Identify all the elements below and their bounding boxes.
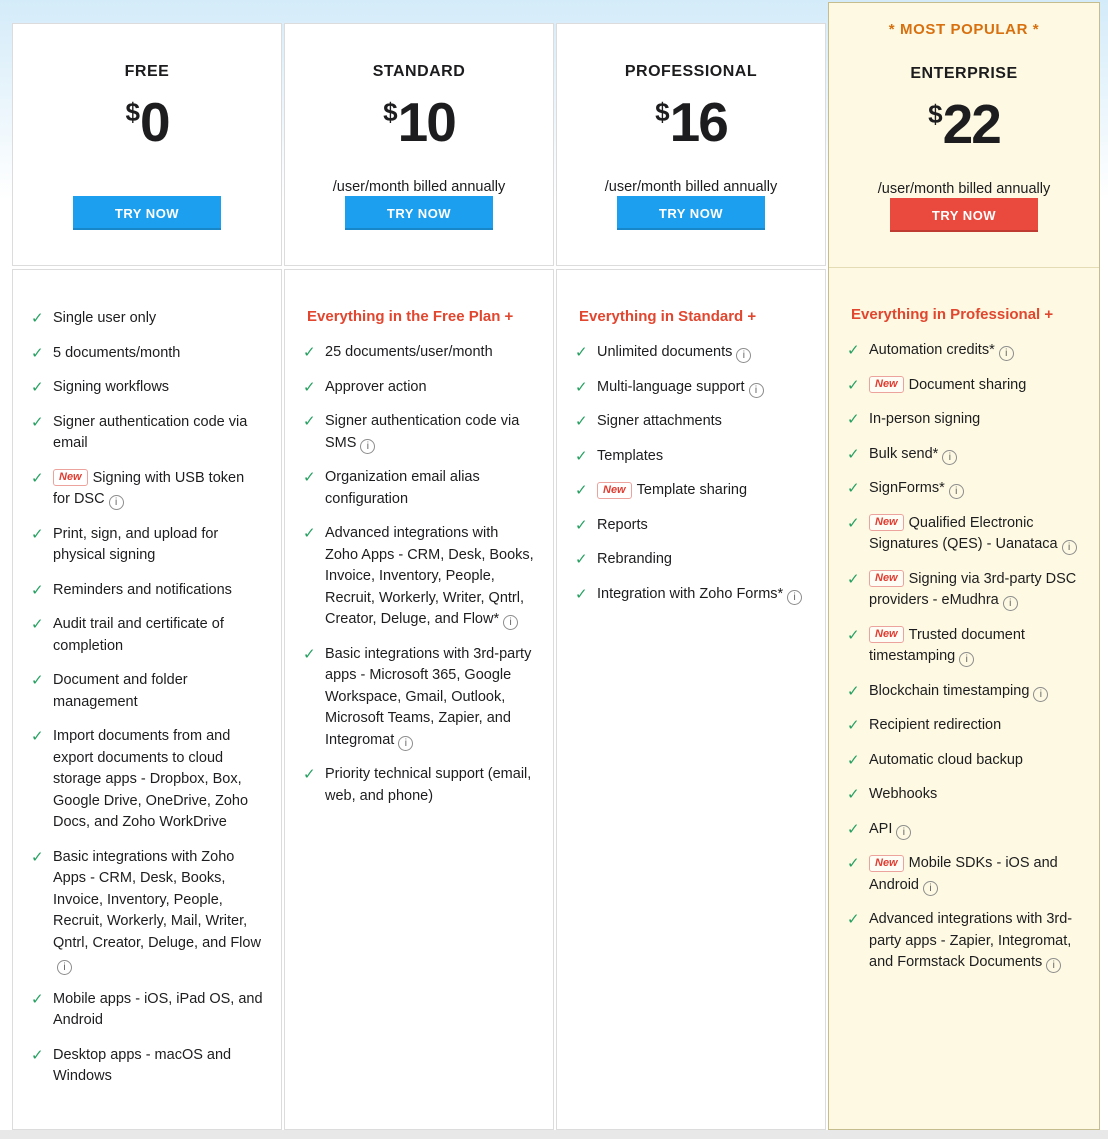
feature-item [845, 513, 1081, 556]
feature-label: Recipient redirection [869, 717, 1002, 733]
feature-item [845, 750, 1081, 772]
feature-body [53, 726, 263, 834]
feature-body [325, 467, 535, 510]
info-icon[interactable]: i [999, 346, 1014, 361]
info-icon[interactable]: i [1046, 958, 1061, 973]
feature-body [597, 515, 807, 537]
feature-label: Multi-language support [597, 378, 745, 395]
feature-item [845, 715, 1081, 737]
feature-label: Automation credits* [869, 342, 995, 358]
try-now-button[interactable]: TRY NOW [345, 196, 493, 230]
check-icon: ✓ [31, 379, 44, 396]
currency-symbol: $ [125, 97, 140, 127]
feature-label: 5 documents/month [53, 344, 181, 361]
feature-body [325, 411, 535, 454]
check-icon: ✓ [847, 570, 860, 588]
feature-body [869, 715, 1081, 737]
price-amount: 22 [942, 93, 1000, 155]
feature-body [53, 377, 263, 399]
feature-item [29, 412, 263, 455]
features-section-header: Everything in the Free Plan + [307, 308, 514, 325]
feature-item [29, 468, 263, 511]
check-icon: ✓ [847, 717, 860, 734]
feature-body [53, 580, 263, 602]
try-now-button[interactable]: TRY NOW [73, 196, 221, 230]
new-badge: New [869, 855, 904, 872]
feature-body [53, 468, 263, 511]
plan-price [13, 91, 281, 153]
feature-body [597, 549, 807, 571]
new-badge: New [869, 514, 904, 531]
features-section-header: Everything in Standard + [579, 308, 757, 325]
feature-body [325, 764, 535, 807]
check-icon: ✓ [847, 514, 860, 532]
plan-features [556, 269, 826, 1130]
feature-label: Advanced integrations with Zoho Apps - CRM, Desk, Books, Invoice, Inventory, People, Recruit, Workerly, Writer, Qntrl, Creator, Deluge, and Flow* [325, 525, 534, 627]
check-icon: ✓ [847, 342, 860, 359]
feature-item [29, 670, 263, 713]
feature-item [573, 342, 807, 364]
check-icon: ✓ [575, 447, 588, 465]
check-icon: ✓ [847, 751, 860, 769]
new-badge: New [597, 482, 632, 499]
new-badge: New [869, 570, 904, 587]
price-amount: 10 [397, 91, 455, 153]
feature-item [573, 377, 807, 399]
feature-body [53, 847, 263, 976]
plan-header [284, 23, 554, 266]
feature-label: Advanced integrations with 3rd-party apps - Zapier, Integromat, and Formstack Documents [869, 911, 1073, 970]
feature-label: Print, sign, and upload for physical signing [53, 525, 219, 563]
info-icon[interactable]: i [360, 439, 375, 454]
info-icon[interactable]: i [57, 960, 72, 975]
feature-label: Signing with USB token for DSC [53, 469, 245, 507]
feature-body [597, 480, 807, 502]
check-icon: ✓ [31, 728, 44, 745]
feature-label: Rebranding [597, 551, 672, 567]
info-icon[interactable]: i [109, 495, 124, 510]
feature-label: Basic integrations with Zoho Apps - CRM, Desk, Books, Invoice, Inventory, People, Recruit, Workerly, Mail, Writer, Qntrl, Creator, Deluge, and Flow [53, 848, 261, 951]
feature-label: Qualified Electronic Signatures (QES) - Uanataca [869, 514, 1058, 552]
check-icon: ✓ [575, 551, 588, 568]
feature-label: Approver action [325, 378, 427, 395]
feature-list [29, 308, 263, 1088]
feature-body [53, 989, 263, 1032]
plan-column-free [12, 23, 282, 1130]
feature-item [301, 523, 535, 631]
plan-name: STANDARD [372, 63, 466, 80]
check-icon: ✓ [31, 672, 44, 689]
feature-body [597, 446, 807, 468]
feature-item [845, 569, 1081, 612]
plan-name: FREE [124, 63, 170, 80]
plan-column-enterprise [828, 2, 1100, 1130]
feature-list [301, 342, 535, 807]
info-icon[interactable]: i [503, 615, 518, 630]
feature-label: Webhooks [869, 786, 938, 802]
check-icon: ✓ [31, 344, 44, 362]
feature-item [29, 308, 263, 330]
check-icon: ✓ [31, 616, 44, 633]
check-icon: ✓ [847, 480, 860, 497]
most-popular-badge: * MOST POPULAR * [888, 21, 1040, 38]
feature-body [869, 375, 1081, 397]
feature-label: Reports [597, 516, 648, 533]
feature-body [53, 308, 263, 330]
check-icon: ✓ [31, 1046, 44, 1064]
feature-label: Trusted document timestamping [869, 626, 1025, 664]
check-icon: ✓ [847, 786, 860, 803]
check-icon: ✓ [575, 344, 588, 361]
feature-body [869, 853, 1081, 896]
billing-note: /user/month billed annually [604, 179, 778, 195]
feature-label: Automatic cloud backup [869, 751, 1023, 768]
check-icon: ✓ [575, 413, 588, 430]
new-badge: New [869, 376, 904, 393]
feature-body [325, 342, 535, 364]
plan-features [284, 269, 554, 1130]
feature-item [29, 614, 263, 657]
check-icon: ✓ [575, 378, 588, 396]
feature-label: Priority technical support (email, web, and phone) [325, 766, 532, 804]
plan-price [285, 91, 553, 153]
check-icon: ✓ [847, 820, 860, 838]
feature-body [53, 1045, 263, 1088]
bottom-strip [0, 1130, 1108, 1139]
feature-label: Unlimited documents [597, 344, 733, 360]
feature-body [53, 670, 263, 713]
new-badge: New [53, 469, 88, 486]
info-icon[interactable]: i [896, 825, 911, 840]
feature-item [845, 819, 1081, 841]
feature-item [573, 549, 807, 571]
feature-item [301, 377, 535, 399]
feature-list [573, 342, 807, 605]
feature-body [597, 584, 807, 606]
currency-symbol: $ [383, 97, 398, 127]
feature-item [29, 1045, 263, 1088]
try-now-button[interactable]: TRY NOW [890, 198, 1038, 232]
check-icon: ✓ [847, 682, 860, 700]
feature-item [301, 644, 535, 752]
features-section-header: Everything in Professional + [851, 306, 1054, 323]
check-icon: ✓ [303, 766, 316, 783]
feature-label: Signer authentication code via email [53, 413, 248, 451]
info-icon[interactable]: i [959, 652, 974, 667]
feature-item [845, 681, 1081, 703]
feature-body [869, 340, 1081, 362]
feature-label: Basic integrations with 3rd-party apps - Microsoft 365, Google Workspace, Gmail, Outlook, Microsoft Teams, Zapier, and Integromat [325, 645, 532, 748]
plan-name: PROFESSIONAL [624, 63, 758, 80]
plan-column-standard [284, 23, 554, 1130]
info-icon[interactable]: i [942, 450, 957, 465]
check-icon: ✓ [303, 378, 316, 396]
check-icon: ✓ [847, 911, 860, 928]
price-amount: 0 [139, 91, 169, 153]
feature-body [597, 342, 807, 364]
check-icon: ✓ [575, 482, 588, 499]
plan-header [829, 3, 1099, 268]
info-icon[interactable]: i [398, 736, 413, 751]
feature-body [325, 377, 535, 399]
feature-label: Template sharing [636, 482, 748, 498]
feature-label: Reminders and notifications [53, 581, 232, 598]
feature-label: Single user only [53, 310, 157, 326]
check-icon: ✓ [31, 848, 44, 866]
check-icon: ✓ [303, 344, 316, 361]
feature-label: 25 documents/user/month [325, 344, 493, 360]
feature-item [301, 764, 535, 807]
feature-item [573, 515, 807, 537]
feature-item [29, 524, 263, 567]
plan-name: ENTERPRISE [910, 65, 1018, 82]
plan-features [12, 269, 282, 1130]
feature-item [845, 625, 1081, 668]
feature-label: Blockchain timestamping [869, 682, 1030, 699]
feature-label: Organization email alias configuration [325, 469, 480, 507]
feature-label: Bulk send* [869, 445, 939, 462]
check-icon: ✓ [847, 445, 860, 463]
feature-label: Document and folder management [53, 672, 188, 710]
feature-item [845, 784, 1081, 806]
info-icon[interactable]: i [923, 881, 938, 896]
feature-body [53, 614, 263, 657]
feature-label: Templates [597, 447, 664, 464]
feature-item [29, 580, 263, 602]
info-icon[interactable]: i [787, 590, 802, 605]
billing-note: /user/month billed annually [877, 181, 1051, 197]
feature-body [869, 784, 1081, 806]
check-icon: ✓ [31, 525, 44, 543]
feature-label: Audit trail and certificate of completion [53, 616, 224, 654]
feature-body [869, 569, 1081, 612]
feature-body [325, 644, 535, 752]
feature-item [573, 411, 807, 433]
feature-body [869, 409, 1081, 431]
feature-item [29, 726, 263, 834]
feature-body [597, 377, 807, 399]
feature-label: Desktop apps - macOS and Windows [53, 1046, 232, 1084]
feature-item [29, 989, 263, 1032]
info-icon[interactable]: i [1033, 687, 1048, 702]
check-icon: ✓ [303, 645, 316, 663]
feature-item [845, 853, 1081, 896]
feature-body [53, 524, 263, 567]
feature-list [845, 340, 1081, 974]
feature-body [53, 343, 263, 365]
feature-label: Signer authentication code via SMS [325, 413, 520, 451]
feature-item [573, 584, 807, 606]
price-amount: 16 [669, 91, 727, 153]
feature-label: Document sharing [908, 376, 1027, 393]
check-icon: ✓ [31, 990, 44, 1008]
feature-item [301, 342, 535, 364]
feature-item [845, 444, 1081, 466]
feature-item [573, 480, 807, 502]
feature-item [29, 343, 263, 365]
feature-label: API [869, 820, 893, 837]
feature-body [869, 819, 1081, 841]
check-icon: ✓ [31, 469, 44, 487]
feature-body [869, 909, 1081, 974]
feature-item [845, 909, 1081, 974]
feature-label: Import documents from and export documents to cloud storage apps - Dropbox, Box, Google Drive, OneDrive, Zoho Docs, and Zoho WorkDrive [53, 728, 249, 830]
new-badge: New [869, 626, 904, 643]
check-icon: ✓ [303, 413, 316, 430]
feature-body [53, 412, 263, 455]
feature-label: Signing workflows [53, 379, 170, 395]
info-icon[interactable]: i [1062, 540, 1077, 555]
currency-symbol: $ [655, 97, 670, 127]
feature-label: Mobile apps - iOS, iPad OS, and Android [53, 990, 263, 1028]
feature-label: SignForms* [869, 480, 945, 496]
feature-item [845, 409, 1081, 431]
check-icon: ✓ [31, 310, 44, 327]
plan-features [829, 268, 1099, 1129]
feature-label: In-person signing [869, 411, 981, 427]
feature-item [29, 377, 263, 399]
plan-column-professional [556, 23, 826, 1130]
check-icon: ✓ [847, 376, 860, 394]
check-icon: ✓ [847, 626, 860, 644]
feature-body [869, 625, 1081, 668]
feature-body [869, 513, 1081, 556]
feature-body [869, 444, 1081, 466]
feature-label: Integration with Zoho Forms* [597, 585, 784, 602]
plan-price [557, 91, 825, 153]
feature-item [845, 340, 1081, 362]
currency-symbol: $ [928, 99, 943, 129]
check-icon: ✓ [31, 581, 44, 599]
check-icon: ✓ [847, 855, 860, 872]
plan-price [829, 93, 1099, 155]
check-icon: ✓ [847, 411, 860, 428]
feature-item [845, 478, 1081, 500]
info-icon[interactable]: i [949, 484, 964, 499]
plan-header [12, 23, 282, 266]
feature-body [325, 523, 535, 631]
feature-body [597, 411, 807, 433]
check-icon: ✓ [303, 525, 316, 542]
check-icon: ✓ [575, 516, 588, 534]
try-now-button[interactable]: TRY NOW [617, 196, 765, 230]
billing-note: /user/month billed annually [332, 179, 506, 195]
feature-item [845, 375, 1081, 397]
feature-item [301, 411, 535, 454]
check-icon: ✓ [575, 585, 588, 603]
feature-item [29, 847, 263, 976]
feature-item [301, 467, 535, 510]
plan-header [556, 23, 826, 266]
feature-item [573, 446, 807, 468]
feature-label: Signing via 3rd-party DSC providers - eMudhra [869, 570, 1077, 608]
check-icon: ✓ [31, 413, 44, 431]
info-icon[interactable]: i [1003, 596, 1018, 611]
feature-body [869, 478, 1081, 500]
feature-label: Signer attachments [597, 413, 722, 429]
feature-body [869, 750, 1081, 772]
info-icon[interactable]: i [749, 383, 764, 398]
check-icon: ✓ [303, 469, 316, 486]
info-icon[interactable]: i [736, 348, 751, 363]
feature-label: Mobile SDKs - iOS and Android [869, 855, 1058, 893]
feature-body [869, 681, 1081, 703]
